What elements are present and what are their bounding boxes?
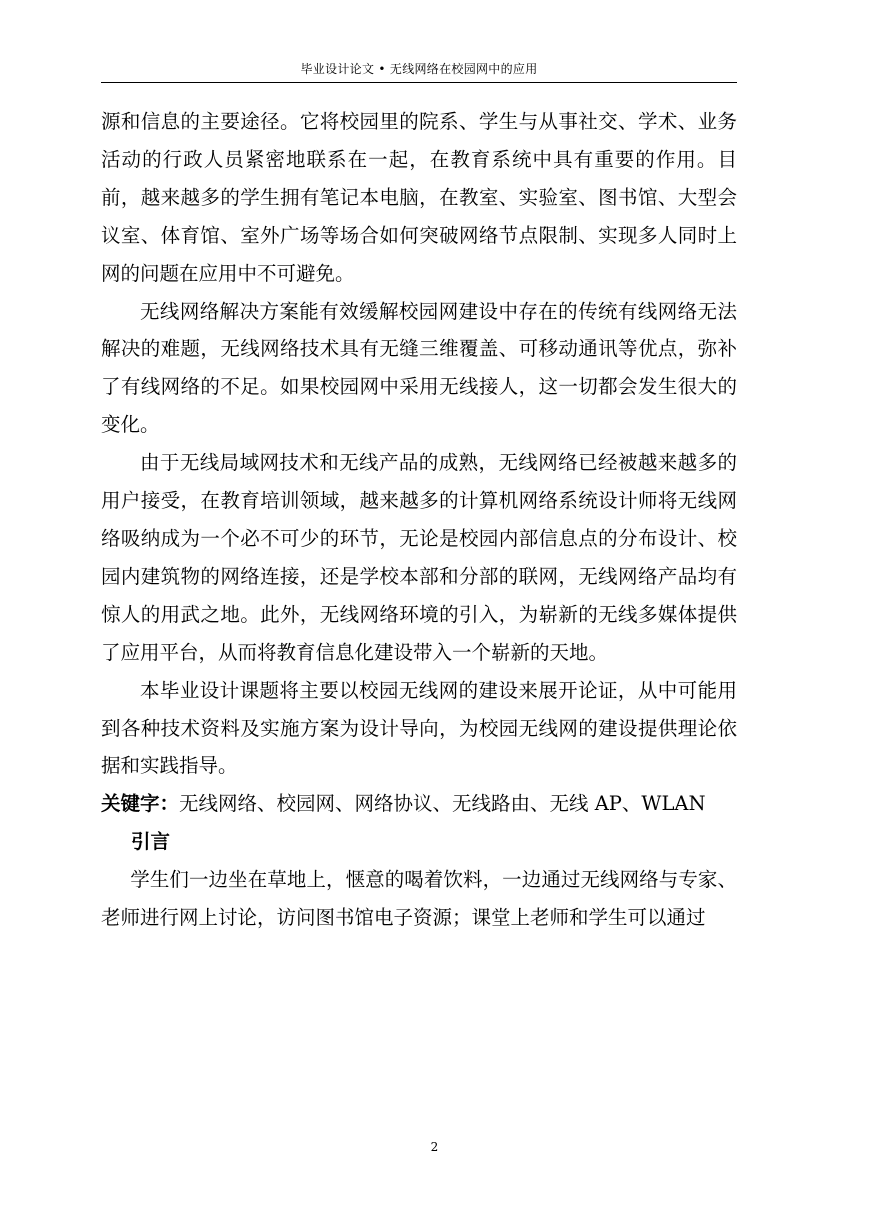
page-number: 2 (430, 1140, 439, 1154)
section-title-introduction: 引言 (131, 830, 171, 854)
keywords-text: 无线网络、校园网、网络协议、无线路由、无线 AP、WLAN (179, 792, 706, 816)
paragraph-wlan-maturity: 由于无线局域网技术和无线产品的成熟，无线网络已经被越来越多的用户接受，在教育培训领域，越来越多的计算机网络系统设计师将无线网络吸纳成为一个必不可少的环节，无论是校园内部信息点的分布设计、校园内建筑物的网络连接，还是学校本部和分部的联网，无线网络产品均有惊人的用武之地。此外，无线网络环境的引入，为崭新的无线多媒体提供了应用平台，从而将教育信息化建设带入一个崭新的天地。 (101, 451, 737, 664)
paragraph-introduction: 学生们一边坐在草地上，惬意的喝着饮料，一边通过无线网络与专家、老师进行网上讨论，访问图书馆电子资源；课堂上老师和学生可以通过 (101, 868, 737, 930)
paragraph-continuation: 源和信息的主要途径。它将校园里的院系、学生与从事社交、学术、业务活动的行政人员紧密地联系在一起，在教育系统中具有重要的作用。目前，越来越多的学生拥有笔记本电脑，在教室、实验室、图书馆、大型会议室、体育馆、室外广场等场合如何突破网络节点限制、实现多人同时上网的问题在应用中不可避免。 (101, 110, 737, 285)
paragraph-wireless-solution: 无线网络解决方案能有效缓解校园网建设中存在的传统有线网络无法解决的难题，无线网络技术具有无缝三维覆盖、可移动通讯等优点，弥补了有线网络的不足。如果校园网中采用无线接人，这一切都会发生很大的变化。 (101, 299, 737, 437)
page-body (101, 103, 737, 937)
running-header (101, 61, 737, 83)
running-title: 毕业设计论文 • 无线网络在校园网中的应用 (300, 62, 538, 76)
keywords-line (101, 785, 737, 823)
paragraph-thesis-scope: 本毕业设计课题将主要以校园无线网的建设来展开论证，从中可能用到各种技术资料及实施方案为设计导向，为校园无线网的建设提供理论依据和实践指导。 (101, 678, 737, 778)
keywords-label: 关键字： (101, 792, 180, 816)
